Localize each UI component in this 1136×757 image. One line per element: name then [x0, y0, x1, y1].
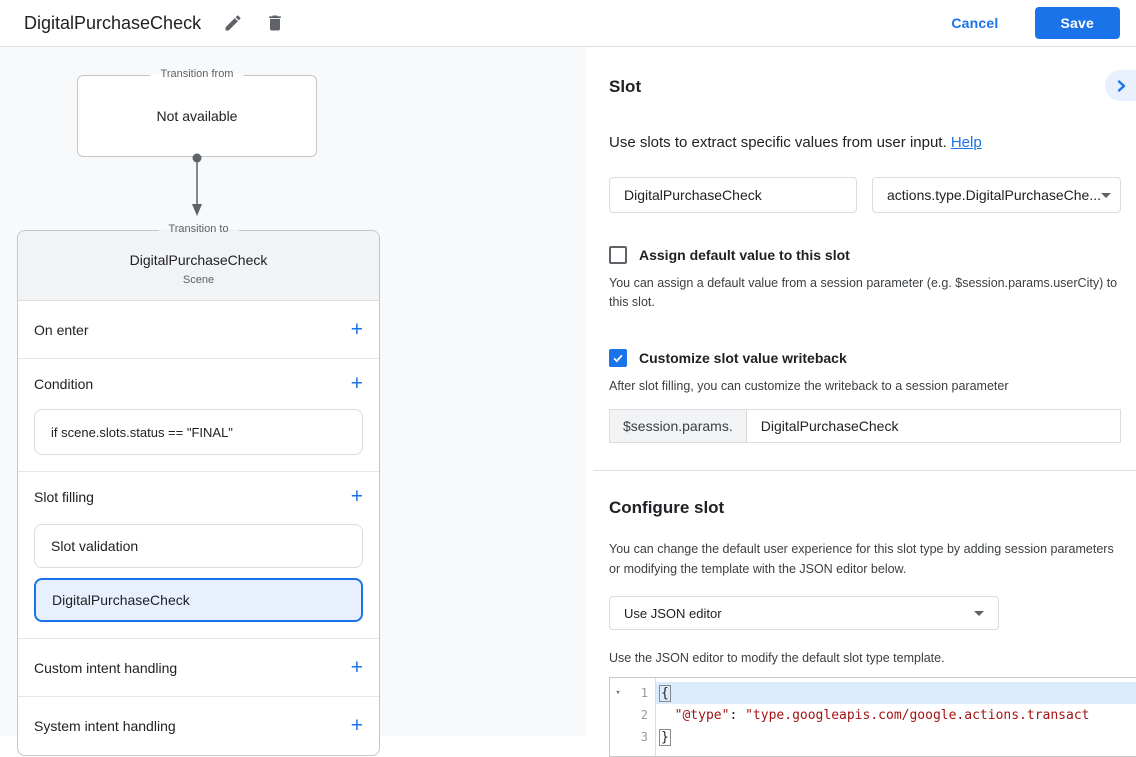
- top-bar: [0, 0, 1136, 47]
- slot-digitalpurchasecheck-item[interactable]: DigitalPurchaseCheck: [34, 578, 363, 622]
- indent: [659, 708, 675, 723]
- edit-icon[interactable]: [223, 13, 243, 33]
- assign-default-label: Assign default value to this slot: [639, 247, 850, 263]
- line-number: 1: [640, 686, 648, 701]
- code-line-1: [656, 682, 1136, 704]
- section-divider: [593, 470, 1136, 471]
- slot-detail-panel: [586, 47, 1136, 745]
- add-system-intent-icon[interactable]: +: [350, 714, 363, 737]
- close-brace-token: }: [661, 729, 669, 745]
- add-on-enter-icon[interactable]: +: [350, 317, 363, 341]
- add-condition-icon[interactable]: +: [350, 372, 363, 395]
- scene-name: DigitalPurchaseCheck: [129, 252, 268, 268]
- transition-to-label: Transition to: [158, 223, 238, 235]
- open-brace-token: {: [661, 685, 669, 701]
- configure-slot-title: Configure slot: [609, 498, 725, 518]
- writeback-label: Customize slot value writeback: [639, 349, 847, 366]
- scene-card-header: [18, 231, 379, 301]
- writeback-checkbox[interactable]: [609, 349, 627, 367]
- on-enter-row[interactable]: [18, 301, 379, 359]
- json-key-token: "@type": [674, 707, 730, 723]
- editor-mode-select[interactable]: [609, 596, 999, 630]
- code-line-2: [656, 704, 1136, 726]
- save-button[interactable]: Save: [1035, 7, 1121, 39]
- fold-arrow-icon[interactable]: ▾: [615, 688, 621, 699]
- scene-flow-canvas: [0, 47, 586, 736]
- dropdown-arrow-icon: [974, 611, 984, 616]
- transition-from-value: Not available: [156, 108, 238, 124]
- condition-section: [18, 359, 379, 472]
- transition-from-box: [77, 68, 317, 157]
- writeback-prefix: $session.params.: [609, 409, 747, 443]
- custom-intent-label: Custom intent handling: [34, 659, 178, 676]
- custom-intent-row[interactable]: [18, 639, 379, 697]
- scene-card: [17, 223, 380, 756]
- code-line-3: [656, 726, 1136, 748]
- slot-type-select[interactable]: [872, 177, 1121, 213]
- transition-arrow-icon: [191, 153, 203, 217]
- slot-filling-label: Slot filling: [34, 489, 94, 505]
- slot-name-input[interactable]: DigitalPurchaseCheck: [609, 177, 857, 213]
- configure-slot-description: You can change the default user experience for this slot type by adding session parameters or modifying the template with the JSON editor below.: [609, 542, 1114, 577]
- assign-default-checkbox[interactable]: [609, 246, 627, 264]
- condition-expression[interactable]: if scene.slots.status == "FINAL": [34, 409, 363, 455]
- slot-intro-text: [609, 134, 1136, 151]
- checkmark-icon: [611, 351, 625, 365]
- json-value-token: "type.googleapis.com/google.actions.transact: [745, 707, 1090, 723]
- condition-label: Condition: [34, 376, 94, 392]
- add-slot-icon[interactable]: +: [350, 485, 363, 508]
- assign-default-checkbox-row[interactable]: [609, 246, 1136, 264]
- json-code-editor[interactable]: [609, 677, 1136, 757]
- editor-mode-value: Use JSON editor: [624, 605, 722, 621]
- writeback-helper: After slot filling, you can customize the writeback to a session parameter: [609, 378, 1009, 393]
- writeback-param-row: [609, 409, 1121, 443]
- slot-type-value: actions.type.DigitalPurchaseChe...: [887, 187, 1101, 203]
- transition-from-label: Transition from: [151, 68, 244, 80]
- system-intent-label: System intent handling: [34, 718, 176, 734]
- help-link[interactable]: Help: [950, 134, 982, 151]
- editor-gutter: [610, 678, 656, 756]
- cancel-button[interactable]: Cancel: [951, 15, 999, 31]
- on-enter-label: On enter: [34, 321, 89, 338]
- json-editor-hint: Use the JSON editor to modify the default slot type template.: [609, 651, 945, 666]
- system-intent-row[interactable]: [18, 697, 379, 755]
- page-title: DigitalPurchaseCheck: [24, 12, 202, 33]
- line-number: 3: [640, 730, 648, 745]
- writeback-param-input[interactable]: DigitalPurchaseCheck: [747, 409, 1121, 443]
- delete-icon[interactable]: [265, 13, 285, 33]
- collapse-panel-button[interactable]: [1105, 70, 1136, 101]
- slot-validation-item[interactable]: Slot validation: [34, 524, 363, 568]
- panel-title: Slot: [609, 77, 642, 96]
- colon-token: :: [729, 707, 746, 723]
- slot-filling-section: [18, 472, 379, 639]
- editor-code-area[interactable]: [656, 678, 1136, 756]
- dropdown-arrow-icon: [1101, 193, 1111, 198]
- scene-type-label: Scene: [182, 274, 215, 286]
- line-number: 2: [640, 708, 648, 723]
- assign-default-helper: You can assign a default value from a session parameter (e.g. $session.params.userCity) to this slot.: [609, 276, 1118, 310]
- writeback-checkbox-row[interactable]: [609, 349, 1136, 367]
- chevron-right-icon: [1115, 80, 1127, 92]
- add-custom-intent-icon[interactable]: +: [350, 655, 363, 679]
- slot-intro-span: Use slots to extract specific values from user input.: [609, 134, 951, 151]
